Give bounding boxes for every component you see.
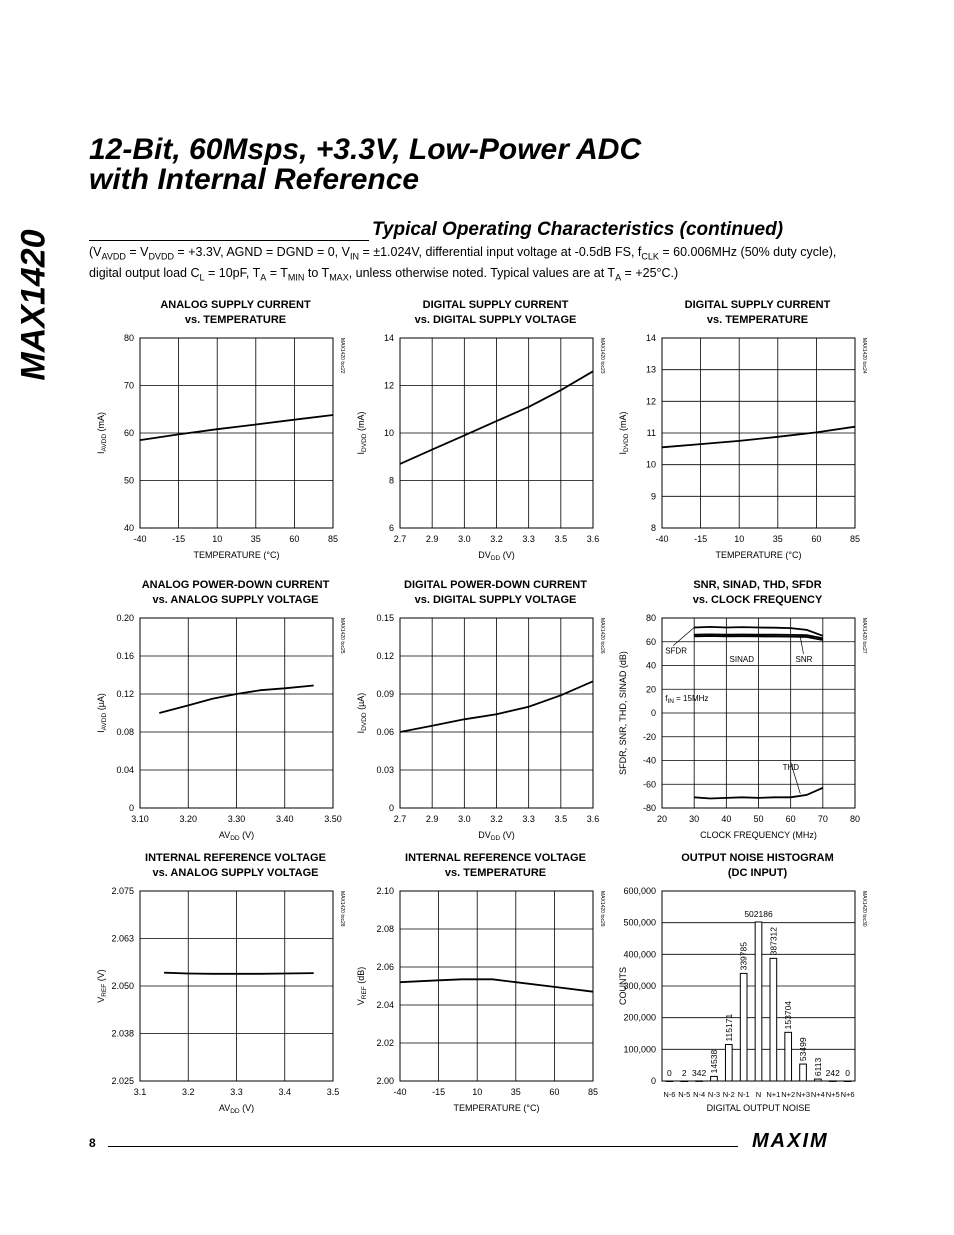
chart-title-line: DIGITAL SUPPLY CURRENT (684, 299, 831, 311)
y-tick-label: 80 (123, 333, 134, 343)
section-title: Typical Operating Characteristics (continued) (372, 219, 784, 240)
y-tick-label: 12 (383, 380, 394, 391)
x-tick-label: 3.40 (275, 814, 294, 824)
y-tick-label: 2.02 (376, 1038, 394, 1048)
x-tick-label: 3.3 (522, 534, 535, 544)
y-tick-label: 0.15 (376, 613, 394, 623)
y-tick-label: 2.04 (376, 1000, 394, 1010)
x-tick-label: N (755, 1090, 762, 1099)
figure-id: MAX1420 toc22 (339, 338, 345, 374)
y-axis-label: SFDR, SNR, THD, SINAD (dB) (618, 651, 628, 775)
y-tick-label: 0.06 (376, 727, 394, 737)
x-tick-label: 3.10 (131, 814, 149, 824)
x-axis-label: CLOCK FREQUENCY (MHz) (700, 830, 817, 840)
x-tick-label: 3.2 (490, 534, 503, 544)
x-axis-label: $AV_{DD}$ (V) (218, 1103, 255, 1115)
y-tick-label: 2.050 (111, 981, 134, 991)
x-axis-label: $DV_{DD}$ (V) (478, 550, 515, 562)
x-tick-label: 2.7 (393, 534, 407, 544)
x-tick-label: N+3 (796, 1090, 811, 1099)
x-tick-label: N+6 (840, 1090, 855, 1099)
bar-value-label: 115171 (723, 1013, 734, 1042)
y-axis-label: $V_{REF}$ (dB) (356, 966, 368, 1006)
chart-snr-sinad-thd-sfdr (610, 578, 910, 848)
chart-title-line: INTERNAL REFERENCE VOLTAGE (145, 852, 326, 864)
x-axis-label: $AV_{DD}$ (V) (218, 830, 255, 842)
x-tick-label: 35 (250, 534, 261, 544)
y-tick-label: 0 (650, 708, 656, 718)
x-tick-label: 3.3 (522, 814, 535, 824)
y-tick-label: 2.038 (111, 1028, 134, 1039)
x-tick-label: N-5 (678, 1090, 691, 1099)
x-tick-label: 3.1 (133, 1087, 147, 1097)
x-tick-label: 2.9 (425, 534, 439, 544)
y-axis-label: $V_{REF}$ (V) (96, 969, 108, 1003)
x-tick-label: 3.2 (490, 814, 503, 824)
side-label: MAX1420 (14, 229, 53, 381)
condition-note: $f_{IN} = 15MHz$ (665, 694, 709, 706)
figure-id: MAX1420 toc28 (339, 891, 345, 927)
chart-title-line: ANALOG POWER-DOWN CURRENT (141, 579, 330, 591)
y-tick-label: 14 (645, 333, 656, 343)
chart-svg (88, 298, 388, 568)
histogram-bar (725, 1045, 732, 1081)
x-tick-label: 20 (656, 814, 668, 824)
bar-value-label: 6113 (812, 1057, 823, 1077)
chart-title-line: vs. ANALOG SUPPLY VOLTAGE (152, 594, 319, 606)
series-line (164, 973, 314, 974)
y-tick-label: 0.09 (376, 689, 394, 699)
plot-frame (400, 891, 593, 1081)
chart-svg (348, 851, 648, 1121)
x-tick-label: 2.9 (425, 814, 439, 824)
bar-value-label: 342 (692, 1067, 707, 1078)
y-tick-label: 0.16 (116, 651, 134, 661)
y-tick-label: 2.08 (376, 924, 394, 934)
y-tick-label: -40 (642, 755, 656, 766)
figure-id: MAX1420 toc27 (861, 618, 867, 654)
y-axis-label: $I_{AVDD}$ (µA) (96, 693, 108, 733)
chart-digital-supply-current-vs-temperature (610, 298, 910, 568)
figure-id: MAX1420 toc25 (339, 618, 345, 654)
histogram-bar (815, 1079, 822, 1081)
series-line (662, 427, 855, 448)
grid (400, 618, 593, 808)
chart-title-line: vs. TEMPERATURE (184, 314, 287, 326)
chart-reference-voltage-vs-temperature (348, 851, 648, 1121)
x-tick-label: 3.6 (586, 814, 600, 824)
y-axis-label: $I_{AVDD}$ (mA) (96, 411, 108, 455)
x-tick-label: 85 (327, 534, 339, 544)
y-tick-label: 40 (123, 523, 134, 533)
histogram-bar (785, 1032, 792, 1081)
figure-id: MAX1420 toc30 (861, 891, 867, 927)
chart-svg (88, 578, 388, 848)
chart-analog-supply-current-vs-temperature (88, 298, 388, 568)
x-tick-label: N-4 (693, 1090, 706, 1099)
chart-title-line: OUTPUT NOISE HISTOGRAM (681, 852, 834, 864)
y-tick-label: 100,000 (623, 1044, 656, 1055)
y-tick-label: 20 (645, 684, 656, 695)
x-axis-label: TEMPERATURE (°C) (453, 1103, 540, 1113)
annotation-pointer (800, 637, 803, 654)
series-line (140, 415, 333, 440)
y-tick-label: -60 (642, 779, 656, 790)
annotation-label: SINAD (729, 654, 755, 664)
y-tick-label: 200,000 (623, 1012, 656, 1023)
bar-value-label: 14538 (708, 1049, 719, 1074)
y-tick-label: 500,000 (623, 917, 656, 928)
chart-title-line: DIGITAL POWER-DOWN CURRENT (404, 579, 587, 591)
x-tick-label: 3.3 (230, 1087, 243, 1097)
x-tick-label: N-6 (663, 1090, 676, 1099)
section-rule (89, 240, 369, 241)
histogram-bar (755, 922, 762, 1081)
chart-digital-supply-current-vs-voltage (348, 298, 648, 568)
x-tick-label: 3.5 (554, 814, 568, 824)
chart-title-line: vs. DIGITAL SUPPLY VOLTAGE (414, 594, 577, 606)
y-tick-label: 0.03 (376, 765, 394, 775)
y-tick-label: 0.08 (116, 727, 134, 737)
chart-digital-power-down-current (348, 578, 648, 848)
x-tick-label: N+1 (766, 1090, 781, 1099)
chart-svg (88, 851, 388, 1121)
grid (662, 618, 855, 808)
grid (400, 891, 593, 1081)
y-tick-label: 50 (123, 475, 134, 486)
x-tick-label: 60 (289, 534, 300, 544)
x-tick-label: -40 (655, 534, 669, 544)
chart-title-line: vs. TEMPERATURE (444, 867, 547, 879)
y-tick-label: 600,000 (623, 886, 656, 896)
x-tick-label: 3.50 (324, 814, 342, 824)
y-tick-label: 10 (645, 459, 656, 470)
y-tick-label: 70 (123, 380, 134, 391)
figure-id: MAX1420 toc26 (599, 618, 605, 654)
y-tick-label: 12 (645, 396, 656, 407)
chart-title-line: vs. ANALOG SUPPLY VOLTAGE (152, 867, 319, 879)
figure-id: MAX1420 toc29 (599, 891, 605, 927)
y-tick-label: 2.00 (376, 1076, 394, 1086)
annotation-pointer (673, 628, 694, 646)
x-tick-label: 3.20 (179, 814, 198, 824)
y-tick-label: 6 (388, 523, 394, 533)
x-axis-label: TEMPERATURE (°C) (715, 550, 802, 560)
series-line (400, 979, 593, 991)
chart-reference-voltage-vs-supply (88, 851, 388, 1121)
x-tick-label: 3.5 (554, 534, 568, 544)
chart-svg (610, 578, 910, 848)
y-axis-label: $I_{DVDD}$ (mA) (618, 411, 630, 455)
y-tick-label: 8 (650, 523, 656, 533)
annotation-label: THD (782, 763, 800, 772)
figure-id: MAX1420 toc24 (861, 338, 867, 374)
y-tick-label: 13 (645, 364, 656, 375)
bar-value-label: 242 (825, 1067, 840, 1078)
x-tick-label: 3.0 (458, 814, 471, 824)
maxim-logo: MAXIM (752, 1130, 829, 1152)
x-tick-label: 80 (849, 814, 861, 824)
x-tick-label: -40 (393, 1087, 407, 1097)
histogram-bar (844, 1081, 851, 1082)
x-tick-label: -40 (133, 534, 147, 544)
y-tick-label: 11 (646, 428, 656, 438)
x-tick-label: N-3 (707, 1090, 721, 1099)
x-tick-label: 70 (817, 814, 828, 824)
chart-svg (610, 851, 910, 1121)
y-tick-label: 9 (650, 491, 656, 502)
y-tick-label: -80 (642, 803, 656, 813)
chart-title-line: INTERNAL REFERENCE VOLTAGE (405, 852, 586, 864)
chart-title-line: ANALOG SUPPLY CURRENT (160, 299, 311, 311)
y-tick-label: 2.10 (376, 886, 394, 896)
x-tick-label: 10 (472, 1087, 483, 1097)
footer-rule (108, 1146, 738, 1147)
x-tick-label: 40 (721, 814, 732, 824)
x-tick-label: 50 (753, 814, 764, 824)
x-tick-label: -15 (694, 534, 708, 544)
x-tick-label: 10 (734, 534, 745, 544)
x-tick-label: N+2 (781, 1090, 796, 1099)
x-axis-label: DIGITAL OUTPUT NOISE (706, 1103, 811, 1113)
x-tick-label: N+5 (825, 1090, 840, 1099)
x-tick-label: 30 (689, 814, 700, 824)
x-tick-label: 3.0 (458, 534, 471, 544)
chart-svg (348, 298, 648, 568)
chart-title-line: vs. TEMPERATURE (706, 314, 809, 326)
x-tick-label: 35 (772, 534, 783, 544)
chart-svg (610, 298, 910, 568)
bar-value-label: 0 (845, 1068, 850, 1078)
x-tick-label: -15 (172, 534, 186, 544)
x-tick-label: N-2 (722, 1090, 735, 1099)
annotation-label: SNR (795, 654, 813, 664)
histogram-bar (770, 958, 777, 1081)
y-tick-label: 0.04 (116, 765, 134, 775)
bar-value-label: 387312 (768, 926, 779, 956)
bar-value-label: 502186 (744, 908, 773, 919)
chart-svg (348, 578, 648, 848)
histogram-bar (666, 1081, 673, 1082)
x-tick-label: N+4 (810, 1090, 825, 1099)
x-tick-label: 3.6 (586, 534, 600, 544)
y-tick-label: 0.12 (116, 689, 134, 699)
grid (400, 338, 593, 528)
bar-value-label: 153704 (783, 1000, 794, 1030)
y-tick-label: 0 (388, 803, 394, 813)
x-tick-label: 3.4 (278, 1087, 292, 1097)
x-tick-label: -15 (432, 1087, 446, 1097)
x-tick-label: 3.5 (326, 1087, 340, 1097)
y-tick-label: 0.12 (376, 651, 394, 661)
y-axis-label: $I_{DVDD}$ (µA) (356, 692, 368, 734)
y-tick-label: 2.06 (376, 962, 394, 972)
page-title-line2: with Internal Reference (89, 163, 420, 196)
y-tick-label: 10 (383, 428, 394, 438)
x-tick-label: 3.2 (181, 1087, 195, 1097)
histogram-bar (711, 1076, 718, 1081)
page-number: 8 (89, 1136, 96, 1150)
x-tick-label: 2.7 (393, 814, 407, 824)
x-tick-label: 85 (849, 534, 861, 544)
figure-id: MAX1420 toc23 (599, 338, 605, 374)
page-title-line1: 12-Bit, 60Msps, +3.3V, Low-Power ADC (89, 133, 642, 166)
y-tick-label: 60 (645, 636, 656, 647)
chart-analog-power-down-current (88, 578, 388, 848)
y-tick-label: 14 (383, 333, 394, 343)
x-axis-label: $DV_{DD}$ (V) (478, 830, 515, 842)
y-tick-label: 8 (388, 475, 394, 486)
histogram-bar (800, 1064, 807, 1081)
x-tick-label: 10 (212, 534, 223, 544)
chart-output-noise-histogram (610, 851, 910, 1121)
x-tick-label: 35 (510, 1087, 521, 1097)
y-tick-label: 40 (645, 660, 656, 671)
y-tick-label: 80 (645, 613, 656, 623)
histogram-bar (696, 1081, 703, 1082)
x-tick-label: N-1 (737, 1090, 750, 1099)
histogram-bar (681, 1081, 688, 1082)
bar-value-label: 53499 (798, 1037, 809, 1062)
y-tick-label: 2.063 (111, 933, 134, 944)
y-tick-label: 0 (128, 803, 134, 813)
y-axis-label: $I_{DVDD}$ (mA) (356, 411, 368, 455)
y-tick-label: 0.20 (116, 613, 134, 623)
chart-title-line: DIGITAL SUPPLY CURRENT (422, 299, 569, 311)
x-tick-label: 85 (587, 1087, 599, 1097)
conditions-text: ($V_{AVDD} = V_{DVDD} = +3.3V$, AGND = DGND = 0, $V_{IN} = \pm 1.024V$, differential input voltage at -0.5dB FS, $f_{CLK} = 60.006MHz$ (50% duty cycle), digital output load $C_L = 10pF$, $T_A = T_{MIN}$ to $T_{MAX}$, unless otherwise noted. Typical values are at $T_A = +25^\circ C$.) (89, 245, 837, 282)
chart-title-line: (DC INPUT) (727, 867, 788, 879)
chart-title-line: vs. CLOCK FREQUENCY (692, 594, 823, 606)
grid (140, 618, 333, 808)
x-tick-label: 60 (549, 1087, 560, 1097)
x-tick-label: 3.30 (227, 814, 246, 824)
y-tick-label: -20 (642, 731, 656, 742)
y-tick-label: 60 (123, 428, 134, 438)
grid (140, 338, 333, 528)
y-tick-label: 2.075 (111, 886, 134, 896)
y-axis-label: COUNTS (618, 967, 628, 1005)
annotation-label: SFDR (665, 646, 687, 656)
bar-value-label: 2 (681, 1067, 687, 1078)
grid (140, 891, 333, 1081)
y-tick-label: 400,000 (623, 949, 656, 960)
x-tick-label: 60 (811, 534, 822, 544)
x-tick-label: 60 (785, 814, 796, 824)
y-tick-label: 0 (650, 1076, 656, 1086)
chart-title-line: SNR, SINAD, THD, SFDR (693, 579, 822, 591)
bar-value-label: 0 (667, 1068, 672, 1078)
y-tick-label: 2.025 (111, 1076, 134, 1086)
bar-value-label: 339785 (738, 942, 749, 971)
histogram-bar (829, 1081, 836, 1082)
chart-title-line: vs. DIGITAL SUPPLY VOLTAGE (414, 314, 577, 326)
y-tick-label: 300,000 (623, 981, 656, 991)
histogram-bar (740, 973, 747, 1081)
grid (662, 338, 855, 528)
x-axis-label: TEMPERATURE (°C) (193, 550, 280, 560)
